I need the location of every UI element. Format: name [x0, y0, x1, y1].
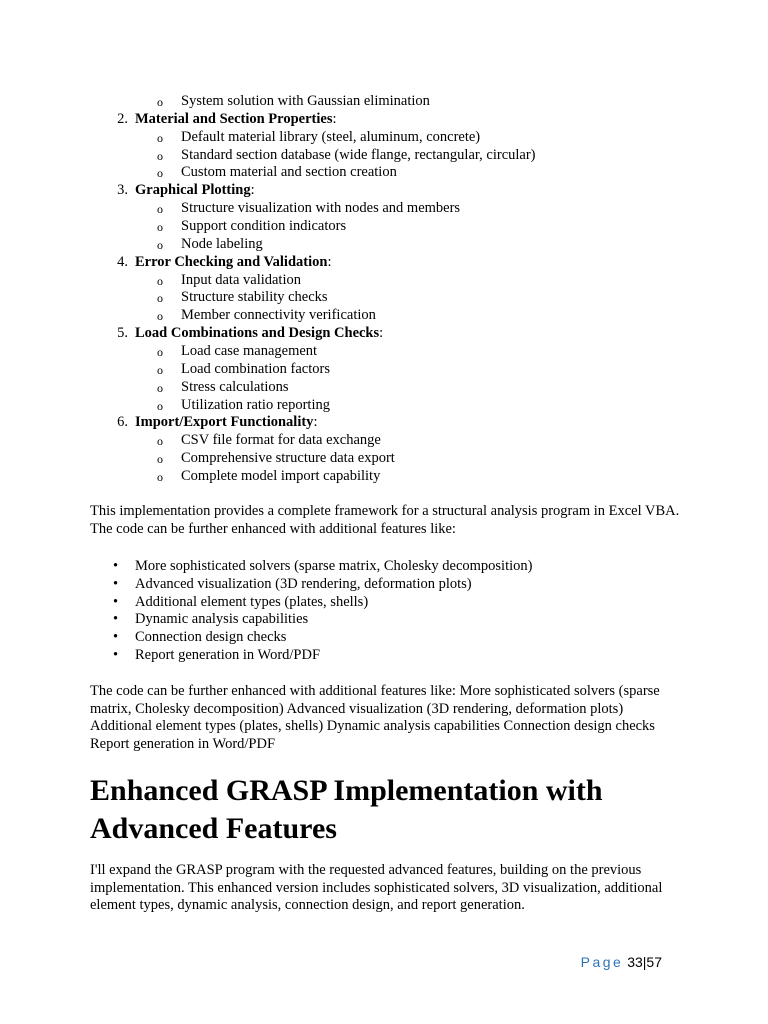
page-total: 57 — [646, 954, 662, 970]
page-separator: | — [642, 954, 647, 970]
section-title: Import/Export Functionality — [135, 414, 314, 430]
sub-bullet-icon: o — [157, 220, 163, 234]
sub-bullet-icon: o — [157, 345, 163, 359]
sub-bullet-icon: o — [157, 131, 163, 145]
bullet-icon: • — [113, 629, 119, 645]
sub-bullet-icon: o — [157, 434, 163, 448]
sub-bullet-icon: o — [157, 166, 163, 180]
page-footer — [581, 954, 662, 970]
section-heading: Enhanced GRASP Implementation with Advanced Features — [90, 774, 603, 845]
bullet-icon: • — [113, 594, 119, 610]
paragraph: The code can be further enhanced with additional features like: More sophisticated solvers (sparse matrix, Cholesky decomposition) Advanced visualization (3D rendering, deformation plots) Additional element types (plates, shells) Dynamic analysis capabilities Connection design checks Report generation in Word/PDF — [90, 683, 660, 752]
sub-bullet-icon: o — [157, 381, 163, 395]
sub-bullet-icon: o — [157, 363, 163, 377]
sub-bullet-icon: o — [157, 309, 163, 323]
sub-bullet-icon: o — [157, 399, 163, 413]
bullet-icon: • — [113, 611, 119, 627]
sub-bullet-icon: o — [157, 238, 163, 252]
section-title: Material and Section Properties — [135, 111, 333, 127]
section-title: Load Combinations and Design Checks — [135, 325, 380, 341]
bullet-icon: • — [113, 647, 119, 663]
page-label: Page — [580, 954, 624, 970]
bullet-icon: • — [113, 558, 119, 574]
page-number: 33 — [627, 954, 643, 970]
bullet-icon: • — [113, 576, 119, 592]
section-title: Graphical Plotting — [135, 182, 251, 198]
sub-bullet-icon: o — [157, 470, 163, 484]
sub-bullet-icon: o — [157, 291, 163, 305]
sub-bullet-icon: o — [157, 274, 163, 288]
sub-bullet-icon: o — [157, 452, 163, 466]
sub-bullet-icon: o — [157, 149, 163, 163]
paragraph: I'll expand the GRASP program with the requested advanced features, building on the previous implementation. This enhanced version includes sophisticated solvers, 3D visualization, additional element types, dynamic analysis, connection design, and report generation. — [90, 862, 663, 913]
paragraph: This implementation provides a complete framework for a structural analysis program in Excel VBA. The code can be further enhanced with additional features like: — [90, 503, 680, 537]
document-page: o System solution with Gaussian elimination 2. Material and Section Properties: o Default material library (steel, aluminum, concrete) o Standard section database (wide flange, rectangular, circular) o Custom material and section creation 3. Graphical Plotting: o Structure visualization with nodes and members o Support condition indicators o Node labeling 4. Error Checking and Validation: o Input data validation o Structure stability checks o Member connectivity verification 5. Load Combinations and Design Checks: o Load case management o Load combination factors o Stress calculations o Utilization ratio reporting 6. Import/Export Functionality: o CSV file format for data exchange o Comprehensive structure data export o Complete model import capability This implementation provides a complete framework for a structural analysis program in Excel VBA. The code can be further enhanced with additional features like: • More sophisticated solvers (sparse matrix, Cholesky decomposition) • Advanced visualization (3D rendering, deformation plots) • Additional element types (plates, shells) • Dynamic analysis capabilities • Connection design checks • Report generation in Word/PDF The code can be further enhanced with additional features like: More sophisticated solvers (sparse matrix, Cholesky decomposition) Advanced visualization (3D rendering, deformation plots) Additional element types (plates, shells) Dynamic analysis capabilities Connection design checks Report generation in Word/PDF Enhanced GRASP Implementation with Advanced Features I'll expand the GRASP program with the requested advanced features, building on the previous implementation. This enhanced version includes sophisticated solvers, 3D visualization, additional element types, dynamic analysis, connection design, and report generation. Page 33|57 — [0, 0, 768, 1024]
section-title: Error Checking and Validation — [135, 254, 328, 270]
sub-bullet-icon: o — [157, 95, 163, 109]
sub-bullet-icon: o — [157, 202, 163, 216]
